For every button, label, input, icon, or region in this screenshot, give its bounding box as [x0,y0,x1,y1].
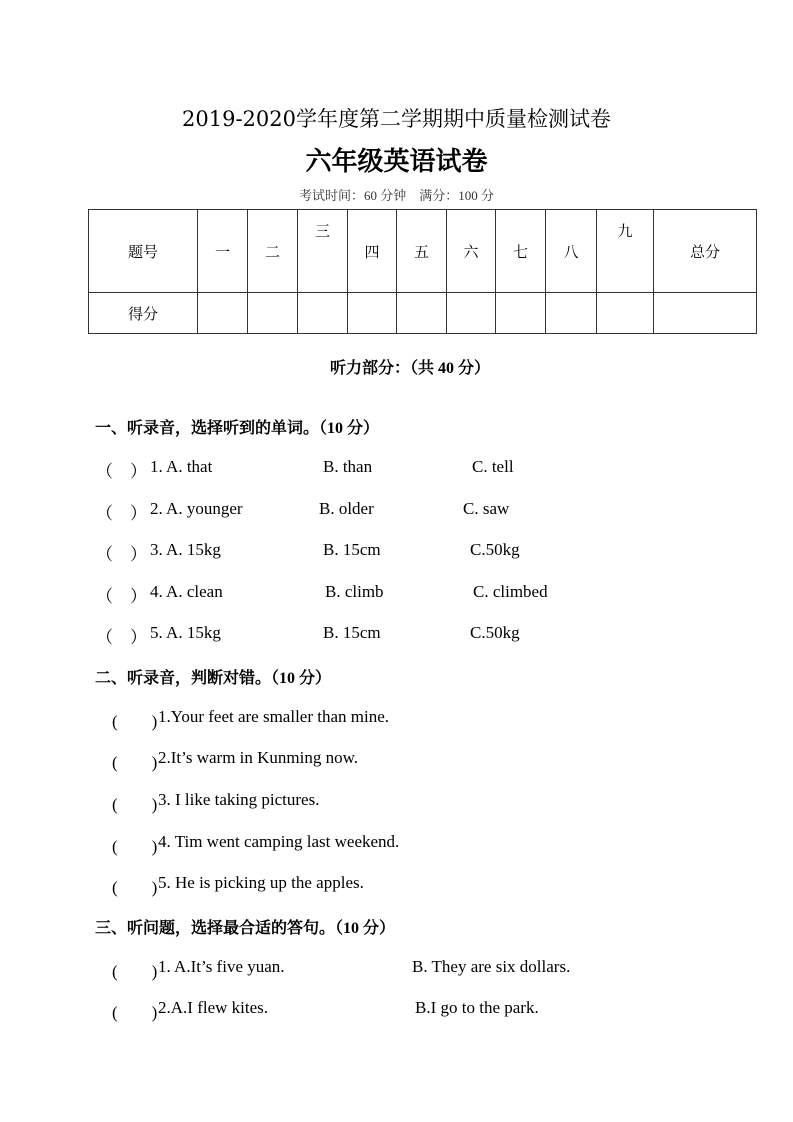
option-b: B. than [323,457,373,476]
answer-blank[interactable]: ( ) [112,837,158,856]
score-cell[interactable] [248,293,298,334]
listening-heading: 听力部分：（共 40 分） [329,360,490,377]
section-2-heading: 二、听录音，判断对错。（10 分） [95,670,332,687]
col-8: 八 [546,210,597,293]
statement: 2.It’s warm in Kunming now. [158,748,359,767]
col-1: 一 [198,210,248,293]
score-cell[interactable] [546,293,597,334]
exam-title: 2019-2020学年度第二学期期中质量检测试卷 [182,107,611,131]
option-b: B. They are six dollars. [412,957,571,976]
score-cell[interactable] [348,293,397,334]
col-6: 六 [447,210,496,293]
statement: 3. I like taking pictures. [158,790,320,809]
option-b: B.I go to the park. [415,998,539,1017]
answer-blank[interactable]: ( ) [112,878,158,897]
answer-blank[interactable]: ( ) [112,962,158,981]
statement: 4. Tim went camping last weekend. [158,832,400,851]
answer-blank[interactable]: ( ) [112,712,158,731]
option-a: 2. A. younger [150,499,243,518]
score-cell[interactable] [496,293,546,334]
exam-info: 考试时间：60 分钟 满分：100 分 [298,188,494,203]
option-c: C. tell [472,457,514,476]
row-label-score: 得分 [89,293,198,334]
answer-blank[interactable]: ( ) [112,1003,158,1022]
score-table [88,209,757,334]
answer-blank[interactable]: ( ) [112,753,158,772]
section-1-heading: 一、听录音，选择听到的单词。（10 分） [95,420,380,437]
option-a: 2.A.I flew kites. [158,998,269,1017]
statement: 5. He is picking up the apples. [158,873,364,892]
answer-blank[interactable]: （ ） [96,504,147,523]
option-b: B. 15cm [323,623,381,642]
answer-blank[interactable]: ( ) [112,795,158,814]
answer-blank[interactable]: （ ） [96,587,147,606]
score-cell[interactable] [654,293,757,334]
col-4: 四 [348,210,397,293]
exam-subtitle: 六年级英语试卷 [305,147,488,177]
score-cell[interactable] [397,293,447,334]
option-a: 4. A. clean [150,582,223,601]
col-3: 三 [298,210,348,293]
option-b: B. climb [325,582,384,601]
option-c: C.50kg [470,540,520,559]
option-b: B. 15cm [323,540,381,559]
col-7: 七 [496,210,546,293]
statement: 1.Your feet are smaller than mine. [158,707,390,726]
option-a: 5. A. 15kg [150,623,221,642]
score-cell[interactable] [597,293,654,334]
option-a: 1. A. that [150,457,213,476]
answer-blank[interactable]: （ ） [96,545,147,564]
row-label-question: 题号 [89,210,198,293]
option-c: C.50kg [470,623,520,642]
answer-blank[interactable]: （ ） [96,462,147,481]
option-a: 3. A. 15kg [150,540,221,559]
score-cell[interactable] [447,293,496,334]
option-a: 1. A.It’s five yuan. [158,957,285,976]
answer-blank[interactable]: （ ） [96,628,147,647]
option-b: B. older [319,499,374,518]
col-total: 总分 [654,210,757,293]
score-cell[interactable] [198,293,248,334]
score-cell[interactable] [298,293,348,334]
col-2: 二 [248,210,298,293]
col-5: 五 [397,210,447,293]
option-c: C. saw [463,499,510,518]
option-c: C. climbed [473,582,548,601]
col-9: 九 [597,210,654,293]
section-3-heading: 三、听问题，选择最合适的答句。（10 分） [95,920,396,937]
